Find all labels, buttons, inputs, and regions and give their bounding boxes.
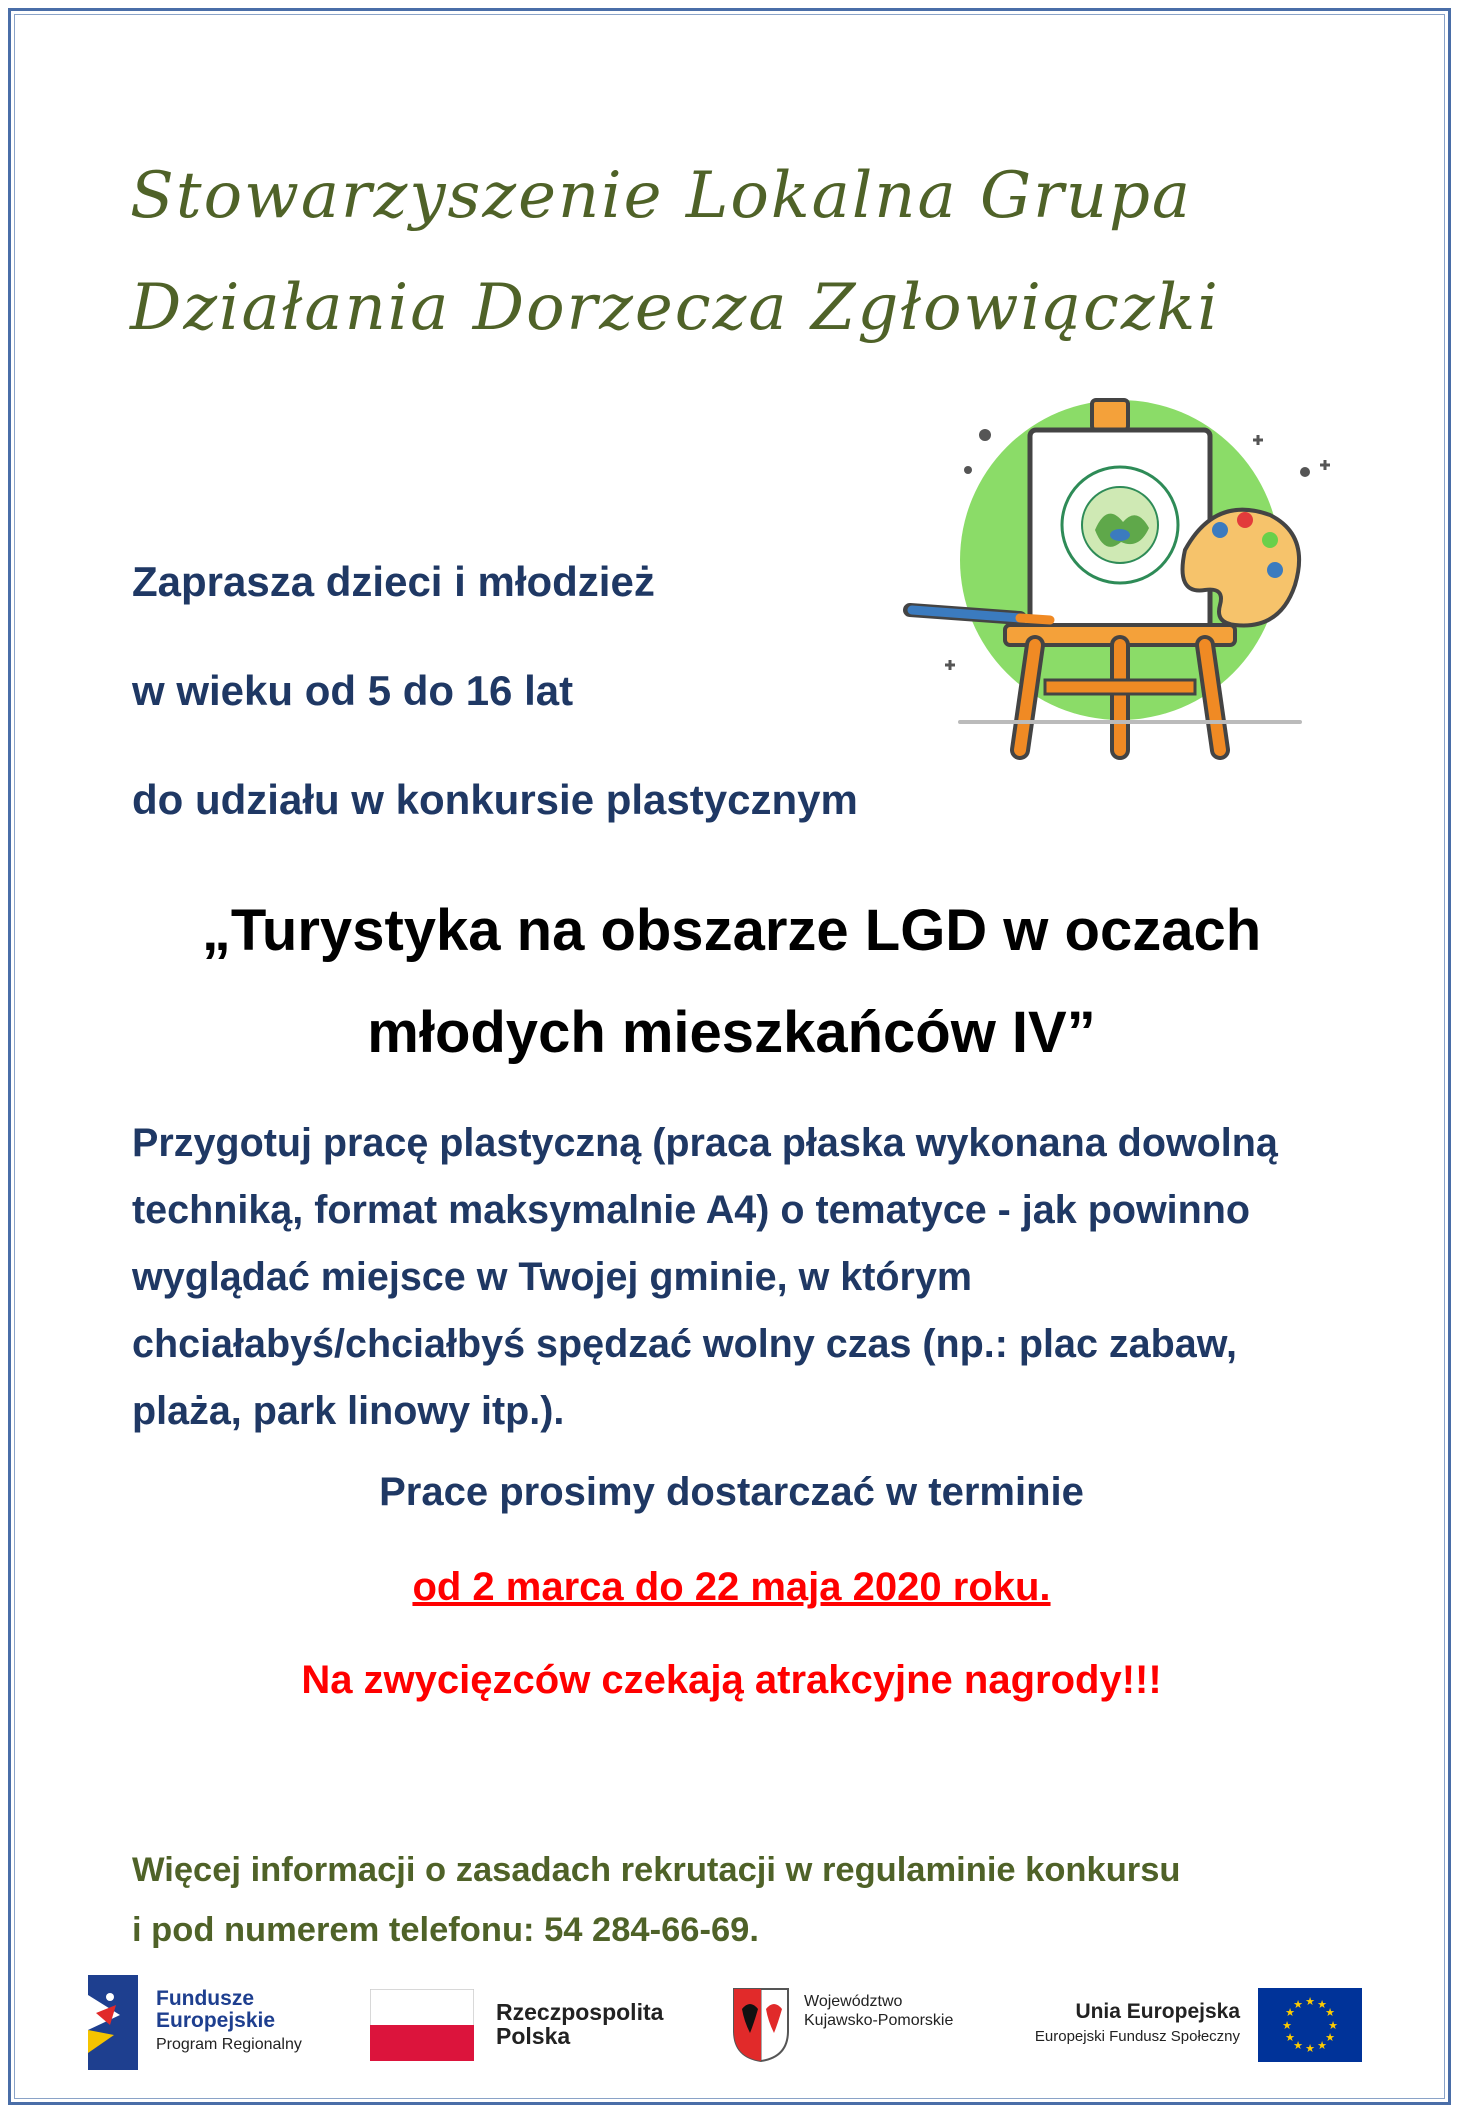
description-line: wyglądać miejsce w Twojej gminie, w którym xyxy=(132,1255,973,1299)
fe-line-3: Program Regionalny xyxy=(156,2036,302,2053)
easel-palette-icon xyxy=(820,360,1400,760)
invite-line-3: do udziału w konkursie plastycznym xyxy=(132,776,858,823)
more-info-line-1: Więcej informacji o zasadach rekrutacji w regulaminie konkursu xyxy=(132,1851,1181,1889)
kp-line-2: Kujawsko-Pomorskie xyxy=(804,2012,954,2029)
funding-logos-bar xyxy=(0,1970,1463,2080)
eu-line-2: Europejski Fundusz Społeczny xyxy=(1034,2028,1240,2045)
description-line: Przygotuj pracę plastyczną (praca płaska wykonana dowolną xyxy=(132,1121,1278,1165)
svg-text:★: ★ xyxy=(1328,2019,1338,2032)
logo-rzeczpospolita-polska xyxy=(370,1970,680,2080)
more-info-line-2: i pod numerem telefonu: 54 284-66-69. xyxy=(132,1911,759,1949)
svg-text:★: ★ xyxy=(1317,2039,1327,2052)
invite-line-2: w wieku od 5 do 16 lat xyxy=(132,667,574,714)
svg-text:★: ★ xyxy=(1293,2039,1303,2052)
polish-flag-icon xyxy=(370,1989,474,2061)
eu-flag-icon xyxy=(1258,1988,1362,2062)
organization-title-line-1: Stowarzyszenie Lokalna Grupa xyxy=(130,159,1193,233)
fe-name xyxy=(156,1988,275,2032)
svg-text:★: ★ xyxy=(1285,2006,1295,2019)
kujawsko-pomorskie-coat-of-arms-icon xyxy=(732,1987,790,2063)
logo-unia-europejska xyxy=(1020,1970,1365,2080)
fe-line-1: Fundusze xyxy=(156,1987,254,2010)
deadline-intro: Prace prosimy dostarczać w terminie xyxy=(379,1470,1084,1514)
svg-text:★: ★ xyxy=(1325,2031,1335,2044)
prizes-note: Na zwycięzców czekają atrakcyjne nagrody!!! xyxy=(301,1658,1162,1702)
svg-text:★: ★ xyxy=(1305,2042,1315,2055)
svg-text:★: ★ xyxy=(1293,1998,1303,2011)
svg-text:★: ★ xyxy=(1282,2019,1292,2032)
contest-title-line-1: „Turystyka na obszarze LGD w oczach xyxy=(201,898,1262,963)
svg-text:★: ★ xyxy=(1285,2031,1295,2044)
svg-text:★: ★ xyxy=(1317,1998,1327,2011)
description-line: plaża, park linowy itp.). xyxy=(132,1389,565,1433)
kp-name xyxy=(804,1992,953,2030)
svg-text:★: ★ xyxy=(1305,1995,1315,2008)
kp-line-1: Województwo xyxy=(804,1993,903,2010)
fundusze-europejskie-icon xyxy=(88,1975,138,2070)
rp-name xyxy=(496,2000,663,2048)
eu-line-1: Unia Europejska xyxy=(1075,2000,1240,2023)
fe-line-2: Europejskie xyxy=(156,2009,276,2032)
rp-line-2: Polska xyxy=(496,2023,571,2049)
contest-description xyxy=(132,1110,1362,1445)
logo-fundusze-europejskie xyxy=(88,1970,338,2080)
organization-title-line-2: Działania Dorzecza Zgłowiączki xyxy=(130,271,1220,345)
description-line: techniką, format maksymalnie A4) o tematyce - jak powinno xyxy=(132,1188,1251,1232)
contest-title-line-2: młodych mieszkańców IV” xyxy=(367,1000,1096,1065)
deadline-dates: od 2 marca do 22 maja 2020 roku. xyxy=(412,1565,1051,1609)
more-info xyxy=(132,1840,1362,1960)
organization-title xyxy=(130,140,1280,364)
svg-text:★: ★ xyxy=(1325,2006,1335,2019)
logo-wojewodztwo xyxy=(732,1970,992,2080)
contest-title xyxy=(80,880,1383,1084)
rp-line-1: Rzeczpospolita xyxy=(496,1999,664,2025)
description-line: chciałabyś/chciałbyś spędzać wolny czas (np.: plac zabaw, xyxy=(132,1322,1237,1366)
invite-line-1: Zaprasza dzieci i młodzież xyxy=(132,558,655,605)
